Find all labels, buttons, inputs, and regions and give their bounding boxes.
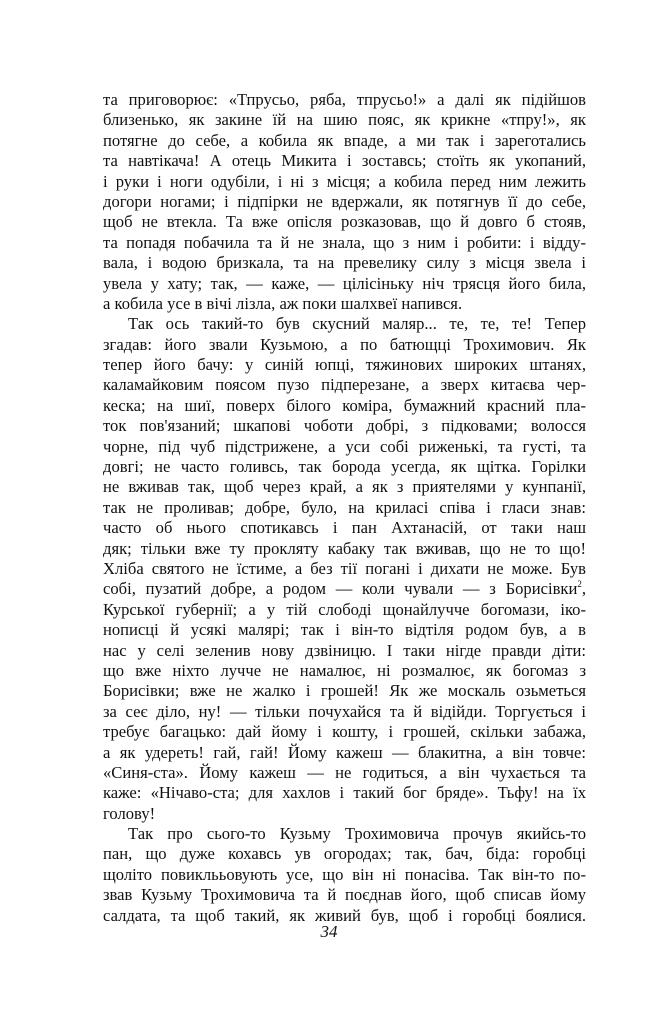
text-line: і руки і ноги одубіли, і ні з місця; а кобила перед ним лежить	[103, 171, 586, 191]
text-line: та навтікача! А отець Микита і зоставсь; стоїть як укопаний,	[103, 151, 586, 171]
text-line: собі, пузатий добре, а родом — коли чували — з Борисівки$^2$,	[103, 579, 586, 599]
text-line: вала, і водою бризкала, та на превелику силу з місця звела і	[103, 253, 586, 273]
text-line: Борисівки; вже не жалко і грошей! Як же москаль озьметься	[103, 681, 586, 701]
text-line: щоб не втекла. Та вже опісля розказовав, що й довго б стояв,	[103, 212, 586, 232]
text-line: каже: «Нічаво-ста; для хахлов і такий бог бряде». Тьфу! на їх	[103, 783, 586, 803]
footnote-mark: 2	[577, 579, 582, 590]
paragraph-1	[103, 90, 586, 314]
text-line: та попадя побачила та й не знала, що з ним і робити: і відду-	[103, 232, 586, 252]
text-line: тепер його бачу: у синій юпці, тяжинових широких штанях,	[103, 355, 586, 375]
text-line: не вживав так, щоб через край, а як з приятелями у кунпанії,	[103, 477, 586, 497]
text-line: так не проливав; добре, було, на криласі співа і гласи знав:	[103, 497, 586, 517]
text-line: потягне до себе, а кобила як впаде, а ми так і зареготались	[103, 130, 586, 150]
text-line: Хліба святого не їстиме, а без тії погані і дихати не може. Був	[103, 558, 586, 578]
text-line: салдата, та щоб такий, як живий був, щоб і горобці боялися.	[103, 905, 586, 925]
text-line: довгі; не часто голивсь, так борода усегда, як щітка. Горілки	[103, 457, 586, 477]
text-line: дяк; тільки вже ту прокляту кабаку так вживав, що не то що!	[103, 538, 586, 558]
page-body	[103, 90, 586, 926]
text-line: пан, що дуже кохавсь ув огородах; так, бач, біда: горобці	[103, 844, 586, 864]
text-line: требує багацько: дай йому і кошту, і грошей, скільки забажа,	[103, 722, 586, 742]
text-line: чорне, під чуб підстрижене, а уси собі риженькі, та густі, та	[103, 436, 586, 456]
paragraph-2	[103, 314, 586, 824]
text-line: ток пов'язаний; шкапові чоботи добрі, з підковами; волосся	[103, 416, 586, 436]
text-line: щоліто повиклььовують усе, що він ні понасіва. Так він-то по-	[103, 864, 586, 884]
text-line: близенько, як закине їй на шию пояс, як крикне «тпру!», як	[103, 110, 586, 130]
text-line: та приговорює: «Тпрусьо, ряба, тпрусьо!» а далі як підійшов	[103, 90, 586, 109]
text-line: що вже ніхто лучче не намалює, ні розмалює, як богомаз з	[103, 660, 586, 680]
text-line: голову!	[103, 803, 156, 823]
text-line: часто об нього спотикавсь і пан Ахтанасій, от таки наш	[103, 518, 586, 538]
text-line: нас у селі зеленив нову дзвіницю. І таки нігде правди діти:	[103, 640, 586, 660]
page-number: 34	[320, 922, 338, 941]
text-line: а як удереть! гай, гай! Йому кажеш — блакитна, а він товче:	[103, 742, 586, 762]
text-line: Курської губернії; а у тій слободі щонайлучче богомази, іко-	[103, 599, 586, 619]
text-line: а кобила усе в вічі лізла, аж поки шалхвеї напився.	[103, 293, 463, 313]
paragraph-3	[103, 824, 586, 926]
text-line: за сеє діло, ну! — тільки почухайся та й відійди. Торгується і	[103, 701, 586, 721]
text-line: кеска; на шиї, поверх білого коміра, бумажний красний пла-	[103, 395, 586, 415]
text-line: каламайковим поясом пузо підперезане, а зверх китаєва чер-	[103, 375, 586, 395]
text-line: «Синя-ста». Йому кажеш — не годиться, а він чухається та	[103, 762, 586, 782]
text-line: згадав: його звали Кузьмою, а по батющці Трохимович. Як	[103, 334, 586, 354]
text-line: увела у хату; так, — каже, — цілісіньку ніч трясця його била,	[103, 273, 586, 293]
text-line: догори ногами; і підпірки не вдержали, як потягнув її до себе,	[103, 191, 586, 211]
text-line: Так ось такий-то був скусний маляр... те, те, те! Тепер	[128, 314, 586, 334]
text-line: звав Кузьму Трохимовича та й поєднав його, щоб списав йому	[103, 885, 586, 905]
text-line: Так про сього-то Кузьму Трохимовича прочув якийсь-то	[128, 824, 586, 844]
text-line: нописці й усякі малярі; так і він-то відтіля родом був, а в	[103, 620, 586, 640]
